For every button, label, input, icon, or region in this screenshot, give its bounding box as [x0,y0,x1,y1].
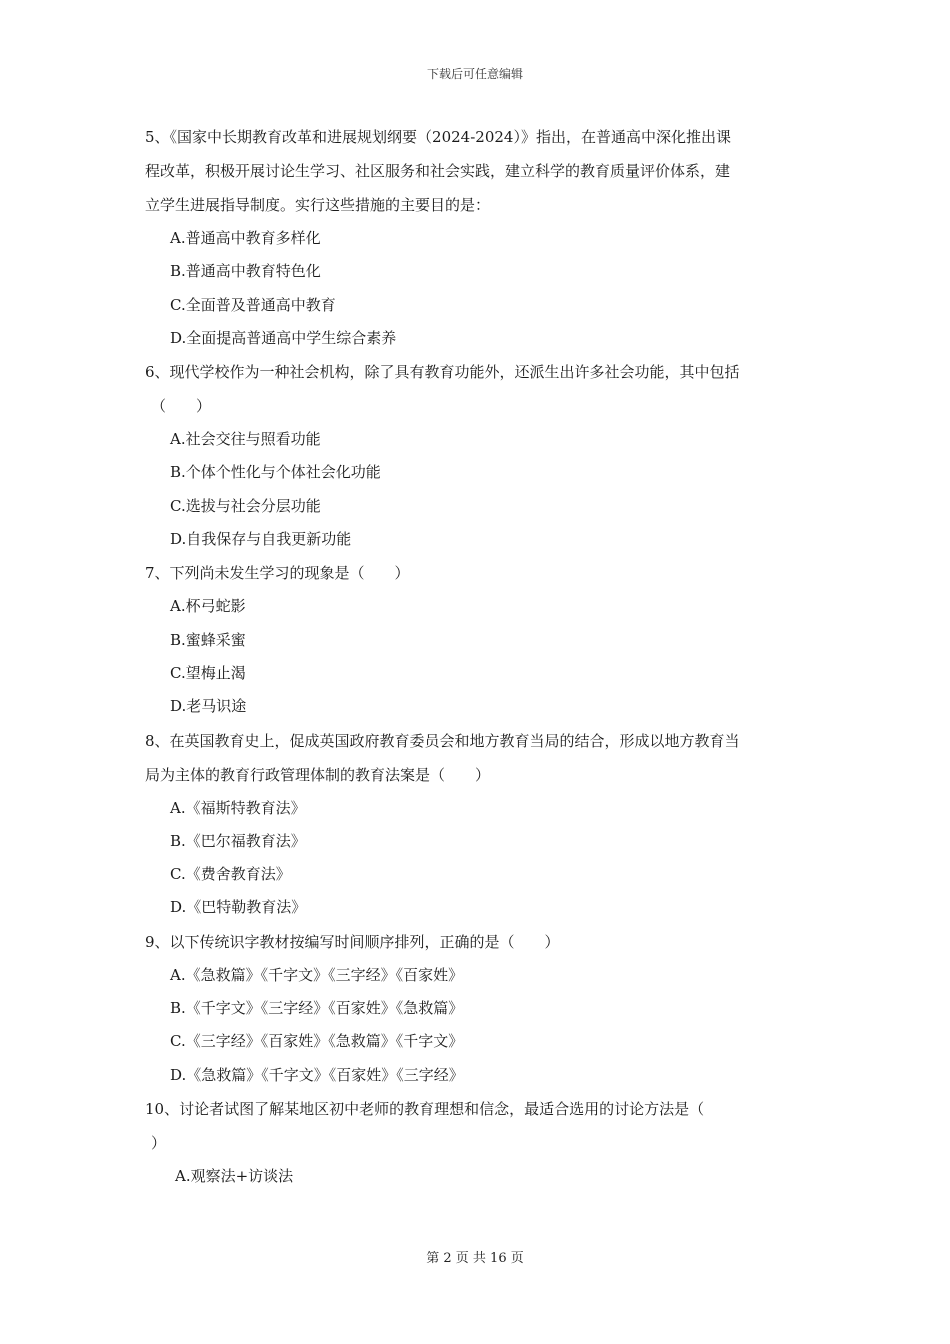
option-d: D.《巴特勒教育法》 [170,898,307,917]
option-c: C.选拔与社会分层功能 [170,496,321,515]
option-a: A.观察法+访谈法 [175,1166,294,1185]
option-c: C.全面普及普通高中教育 [170,295,336,314]
option-c: C.《三字经》《百家姓》《急救篇》《千字文》 [170,1032,464,1051]
option-a: A.杯弓蛇影 [170,597,246,616]
question-text: 程改革，积极开展讨论生学习、社区服务和社会实践，建立科学的教育质量评价体系，建 [145,162,731,180]
question-text: 局为主体的教育行政管理体制的教育法案是（ ） [145,765,491,784]
option-b: B.个体个性化与个体社会化功能 [170,463,381,482]
question-7 [145,556,810,723]
option-c: C.望梅止渴 [170,663,246,682]
option-c: C.《费舍教育法》 [170,865,291,884]
question-6 [145,355,810,556]
option-d: D.《急救篇》《千字文》《百家姓》《三字经》 [170,1065,464,1084]
option-a: A.《福斯特教育法》 [170,798,306,817]
question-8 [145,724,810,925]
option-b: B.普通高中教育特色化 [170,262,321,281]
question-text: 8、在英国教育史上，促成英国政府教育委员会和地方教育当局的结合，形成以地方教育当 [145,731,740,750]
option-a: A.社会交往与照看功能 [170,430,321,449]
question-text: ） [151,1133,167,1152]
question-text: 6、现代学校作为一种社会机构，除了具有教育功能外，还派生出许多社会功能，其中包括 [145,363,740,382]
question-list [145,120,810,1193]
option-d: D.全面提高普通高中学生综合素养 [170,328,397,347]
question-text: （ ） [151,397,212,416]
question-text: 7、下列尚未发生学习的现象是（ ） [145,564,410,583]
page-footer: 第 2 页 共 16 页 [426,1251,524,1266]
question-text: 立学生进展指导制度。实行这些措施的主要目的是： [145,196,491,214]
option-b: B.蜜蜂采蜜 [170,630,246,649]
option-a: A.《急救篇》《千字文》《三字经》《百家姓》 [170,965,464,984]
question-text: 5、《国家中长期教育改革和进展规划纲要（2024-2024）》指出，在普通高中深化推出课 [145,128,731,146]
question-text: 9、以下传统识字教材按编写时间顺序排列，正确的是（ ） [145,932,560,951]
question-text: 10、讨论者试图了解某地区初中老师的教育理想和信念，最适合选用的讨论方法是（ [145,1099,705,1118]
page-header: 下载后可任意编辑 [426,67,523,81]
question-9 [145,925,810,1092]
question-5 [145,120,810,355]
option-b: B.《巴尔福教育法》 [170,831,306,850]
question-10 [145,1092,810,1193]
option-b: B.《千字文》《三字经》《百家姓》《急救篇》 [170,999,464,1018]
option-d: D.老马识途 [170,697,247,716]
option-a: A.普通高中教育多样化 [170,229,321,247]
option-d: D.自我保存与自我更新功能 [170,530,352,549]
